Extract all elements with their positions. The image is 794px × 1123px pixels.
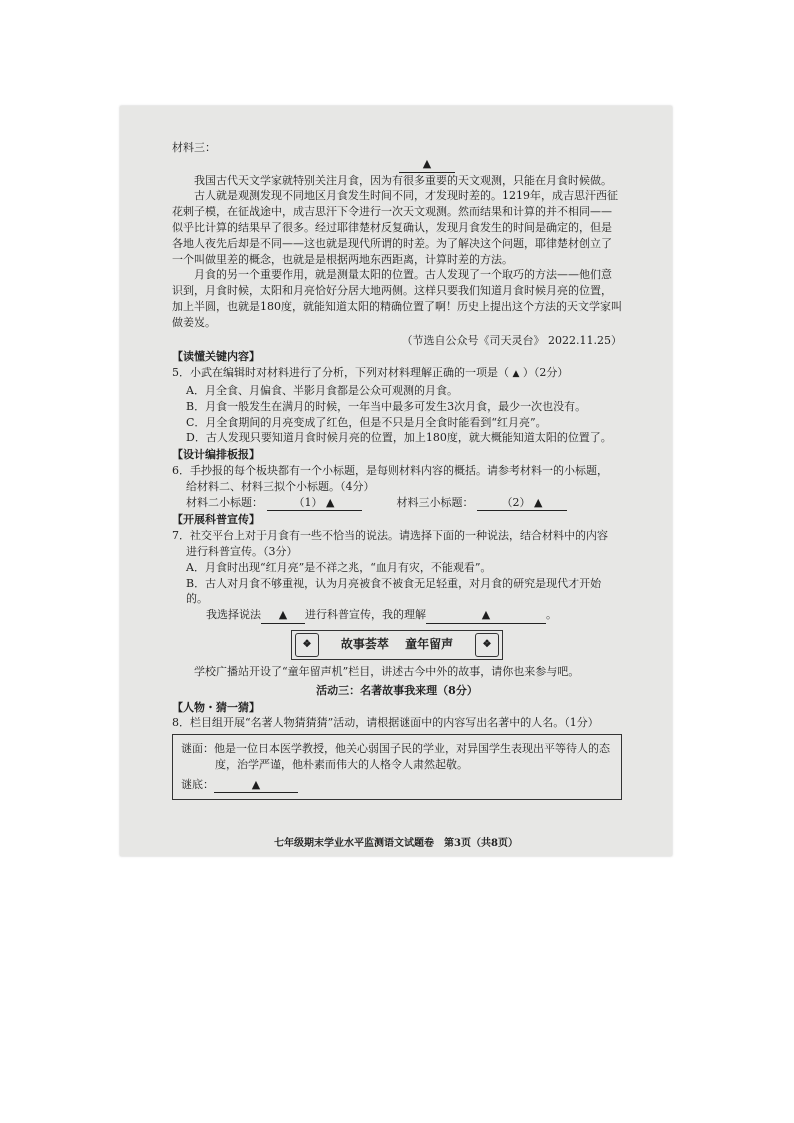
- q5-mark: ▲: [512, 369, 520, 380]
- q6-line1: 6．手抄报的每个板块都有一个小标题，是每则材料内容的概括。请参考材料一的小标题，: [172, 463, 608, 477]
- material3-source: （节选自公众号《司天灵台》 2022.11.25）: [401, 333, 622, 347]
- q5-option-c: C．月全食期间的月亮变成了红色，但是不只是月全食时能看到“红月亮”。: [186, 415, 547, 429]
- q6-line2: 给材料二、材料三拟个小标题。（4分）: [186, 479, 375, 493]
- section-design: 【设计编排板报】: [172, 448, 260, 462]
- material3-title: 材料三：: [172, 141, 216, 154]
- q6-m2-blank: （1） ▲: [267, 495, 362, 512]
- riddle-answer: 谜底： ▲: [181, 777, 613, 794]
- section-guess: 【人物・猜一猜】: [172, 700, 260, 714]
- page-footer: 七年级期末学业水平监测语文试题卷 第3页（共8页）: [274, 838, 518, 849]
- banner-title: 故事荟萃 童年留声: [340, 637, 454, 651]
- q5-option-b: B．月食一般发生在满月的时候，一年当中最多可发生3次月食，最少一次也没有。: [186, 399, 587, 413]
- q6-m2-label: 材料二小标题：: [186, 495, 263, 509]
- q7-option-a: A．月食时出现“红月亮”是不祥之兆，“血月有灾，不能观看”。: [186, 560, 492, 574]
- q5-option-d: D．古人发现只要知道月食时候月亮的位置，加上180度，就大概能知道太阳的位置了。: [186, 431, 612, 445]
- q5-stem: 5．小武在编辑时对材料进行了分析，下列对材料理解正确的一项是（ ▲ ）（2分）: [172, 366, 569, 380]
- q7-choice-blank: ▲: [261, 607, 305, 624]
- material3-para2: 古人就是观测发现不同地区月食发生时间不同，才发现时差的。1219年，成吉思汗西征花剌子模，在征战途中，成吉思汗下令进行一次天文观测。然而结果和计算的并不相同——似乎比计算的结果早了很多。经过耶律楚材反复确认，发现月食发生的时间是确定的，但是各地人夜先后却是不同——这也就是现代所谓的时差。为了解决这个问题，耶律楚材创立了一个叫做里差的概念，也就是是根据两地东西距离，计算时差的方法。: [172, 189, 618, 266]
- activity3-title: 活动三：名著故事我来理（8分）: [316, 683, 478, 697]
- q6-m3-blank: （2） ▲: [477, 495, 567, 512]
- material3-para1: 我国古代天文学家就特别关注月食，因为有很多重要的天文观测，只能在月食时候做。: [194, 173, 612, 187]
- exam-page: [120, 106, 672, 856]
- section-banner: [291, 630, 503, 660]
- riddle-box: [172, 734, 622, 800]
- intro-text: 学校广播站开设了“童年留声机”栏目，讲述古今中外的故事，请你也来参与吧。: [194, 664, 580, 678]
- q6-answers: [172, 495, 622, 512]
- q7-understanding-blank: ▲: [426, 607, 546, 624]
- riddle-answer-blank: ▲: [214, 777, 298, 794]
- q7-choice: 我选择说法 ▲ 进行科普宣传，我的理解 ▲ 。: [172, 607, 622, 624]
- section-popular: 【开展科普宣传】: [172, 513, 260, 527]
- q7-line2: 进行科普宣传。（3分）: [186, 544, 298, 558]
- material3-para3: 月食的另一个重要作用，就是测量太阳的位置。古人发现了一个取巧的方法——他们意识到，月食时候，太阳和月亮恰好分居大地两侧。这样只要我们知道月食时候月亮的位置，加上半圆，也就是180度，就能知道太阳的精确位置了啊！历史上提出这个方法的天文学家叫做姜岌。: [172, 268, 622, 329]
- page-content: [172, 140, 622, 800]
- section-read: 【读懂关键内容】: [172, 350, 260, 364]
- q5-option-a: A．月全食、月偏食、半影月食都是公众可观测的月食。: [186, 383, 458, 397]
- ornament-left-icon: ❖: [295, 633, 319, 657]
- riddle-text: 谜面：他是一位日本医学教授，他关心弱国子民的学业，对异国学生表现出平等待人的态度，治学严谨，他朴素而伟大的人格令人肃然起敬。: [181, 742, 610, 771]
- ornament-right-icon: ❖: [475, 633, 499, 657]
- q7-line1: 7．社交平台上对于月食有一些不恰当的说法。请选择下面的一种说法，结合材料中的内容: [172, 529, 608, 543]
- q7-option-b: B．古人对月食不够重视，认为月亮被食不被食无足轻重，对月食的研究是现代才开始的。: [186, 576, 602, 606]
- title-blank: ▲: [399, 156, 455, 173]
- q6-m3-label: 材料三小标题：: [396, 495, 474, 509]
- q8-stem: 8．栏目组开展“名著人物猜猜猜”活动，请根据谜面中的内容写出名著中的人名。（1分）: [172, 716, 599, 730]
